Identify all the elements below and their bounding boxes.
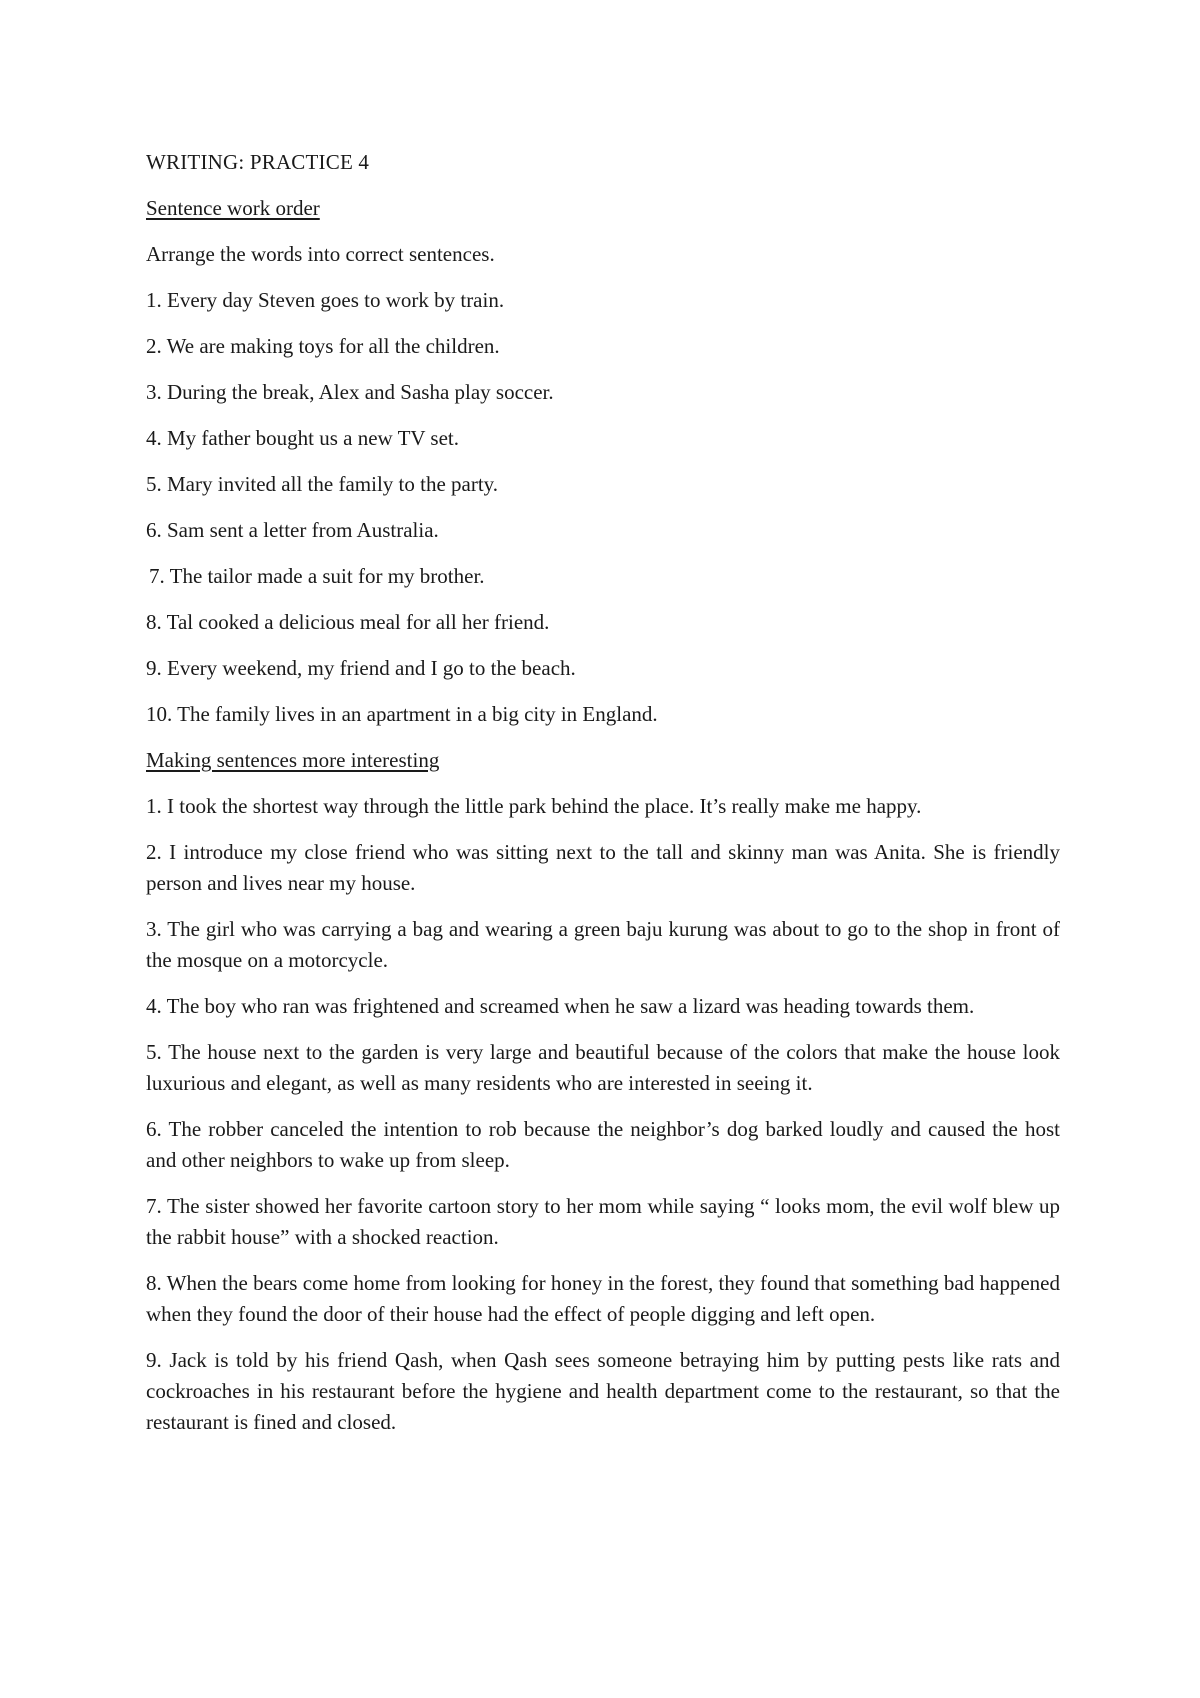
list-item: 9. Every weekend, my friend and I go to the beach. (146, 656, 576, 680)
list-item: 2. We are making toys for all the children. (146, 334, 500, 358)
list-item: 1. Every day Steven goes to work by train. (146, 288, 505, 312)
paragraph-item: 7. The sister showed her favorite cartoon story to her mom while saying “ looks mom, the evil wolf blew up the rabbit house” with a shocked reaction. (146, 1194, 1060, 1249)
list-item: 7. The tailor made a suit for my brother. (149, 564, 485, 588)
paragraph-item: 5. The house next to the garden is very large and beautiful because of the colors that make the house look luxurious and elegant, as well as many residents who are interested in seeing it. (146, 1040, 1060, 1095)
instruction-text: Arrange the words into correct sentences. (146, 242, 495, 266)
paragraph-item: 3. The girl who was carrying a bag and wearing a green baju kurung was about to go to the shop in front of the mosque on a motorcycle. (146, 917, 1060, 972)
list-item: 4. My father bought us a new TV set. (146, 426, 460, 450)
list-item: 5. Mary invited all the family to the party. (146, 472, 499, 496)
document-page (146, 147, 1060, 1453)
page-title: WRITING: PRACTICE 4 (146, 150, 370, 174)
section-heading-interesting-sentences: Making sentences more interesting (146, 748, 440, 772)
paragraph-item: 8. When the bears come home from looking for honey in the forest, they found that something bad happened when they found the door of their house had the effect of people digging and left open. (146, 1271, 1060, 1326)
list-item: 10. The family lives in an apartment in a big city in England. (146, 702, 658, 726)
paragraph-item: 1. I took the shortest way through the little park behind the place. It’s really make me happy. (146, 794, 922, 818)
list-item: 3. During the break, Alex and Sasha play soccer. (146, 380, 554, 404)
paragraph-item: 6. The robber canceled the intention to rob because the neighbor’s dog barked loudly and caused the host and other neighbors to wake up from sleep. (146, 1117, 1060, 1172)
paragraph-item: 9. Jack is told by his friend Qash, when Qash sees someone betraying him by putting pests like rats and cockroaches in his restaurant before the hygiene and health department come to the restaurant, so that the restaurant is fined and closed. (146, 1348, 1060, 1434)
list-item: 6. Sam sent a letter from Australia. (146, 518, 439, 542)
list-item: 8. Tal cooked a delicious meal for all her friend. (146, 610, 550, 634)
section-heading-word-order: Sentence work order (146, 196, 320, 220)
paragraph-item: 4. The boy who ran was frightened and screamed when he saw a lizard was heading towards them. (146, 994, 975, 1018)
paragraph-item: 2. I introduce my close friend who was sitting next to the tall and skinny man was Anita. She is friendly person and lives near my house. (146, 840, 1060, 895)
